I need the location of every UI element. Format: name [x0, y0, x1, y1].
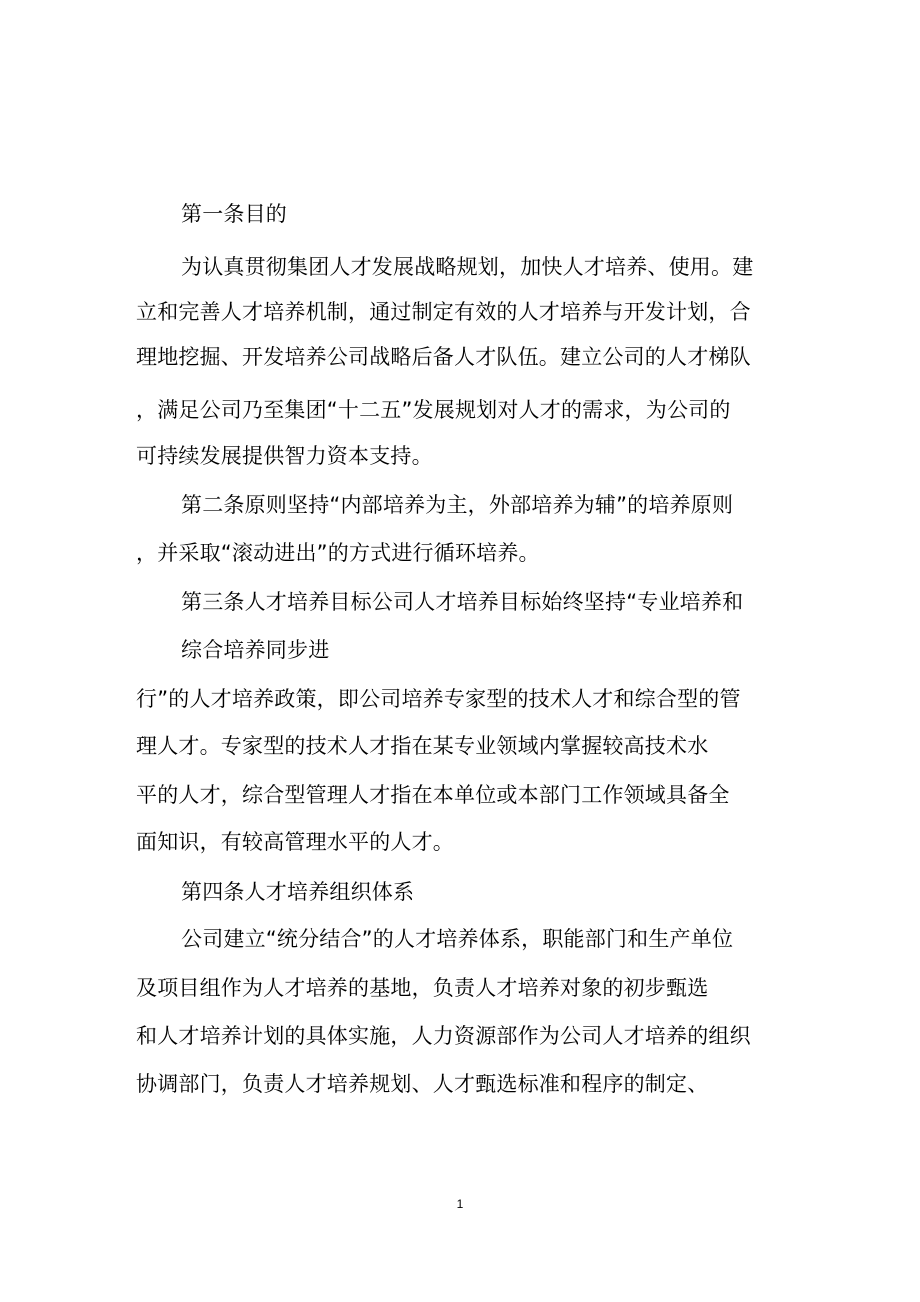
article-1-text-line: 为认真贯彻集团人才发展战略规划，加快人才培养、使用。建 — [181, 255, 754, 279]
article-3-text-line: 面知识，有较高管理水平的人才。 — [136, 830, 454, 854]
article-4-text-line: 公司建立“统分结合”的人才培养体系，职能部门和生产单位 — [181, 927, 734, 951]
article-1-text-line: 理地挖掘、开发培养公司战略后备人才队伍。建立公司的人才梯队 — [136, 345, 751, 369]
article-3-text-line: 行”的人才培养政策，即公司培养专家型的技术人才和综合型的管 — [136, 687, 741, 711]
article-3-text-line: 综合培养同步进 — [181, 638, 330, 662]
article-1-text-line: 立和完善人才培养机制，通过制定有效的人才培养与开发计划，合 — [136, 300, 751, 324]
article-2-text-line: 第二条原则坚持“内部培养为主，外部培养为辅”的培养原则 — [181, 493, 734, 517]
article-4-text-line: 及项目组作为人才培养的基地，负责人才培养对象的初步甄选 — [136, 976, 709, 1000]
article-3-text-line: 平的人才，综合型管理人才指在本单位或本部门工作领域具备全 — [136, 783, 730, 807]
page-number: 1 — [456, 1197, 464, 1211]
article-2-text-line: ，并采取“滚动进出”的方式进行循环培养。 — [136, 541, 540, 565]
article-1-heading: 第一条目的 — [181, 202, 287, 226]
article-3-text-line: 第三条人才培养目标公司人才培养目标始终坚持“专业培养和 — [181, 590, 744, 614]
article-4-text-line: 和人才培养计划的具体实施，人力资源部作为公司人才培养的组织 — [136, 1024, 751, 1048]
article-3-text-line: 理人才。专家型的技术人才指在某专业领域内掌握较高技术水 — [136, 734, 709, 758]
article-1-text-line: 可持续发展提供智力资本支持。 — [136, 444, 433, 468]
article-4-heading: 第四条人才培养组织体系 — [181, 880, 415, 904]
article-1-text-line: ，满足公司乃至集团“十二五”发展规划对人才的需求，为公司的 — [136, 398, 731, 422]
article-4-text-line: 协调部门，负责人才培养规划、人才甄选标准和程序的制定、 — [136, 1072, 709, 1096]
